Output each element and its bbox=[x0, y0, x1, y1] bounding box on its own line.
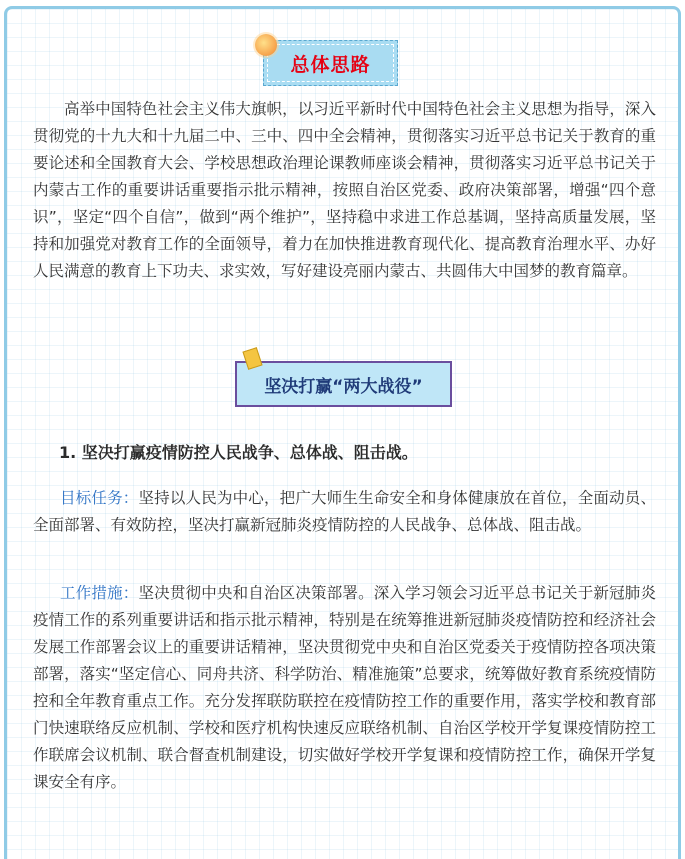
goal-text: 坚持以人民为中心，把广大师生生命安全和身体健康放在首位，全面动员、全面部署、有效防控，坚决打赢新冠肺炎疫情防控的人民战争、总体战、阻击战。 bbox=[33, 489, 656, 534]
measures-label: 工作措施： bbox=[60, 584, 139, 602]
section-heading-label: 总体思路 bbox=[290, 53, 371, 76]
measures-paragraph bbox=[33, 580, 656, 796]
overall-approach-paragraph: 高举中国特色社会主义伟大旗帜，以习近平新时代中国特色社会主义思想为指导，深入贯彻党的十九大和十九届二中、三中、四中全会精神，贯彻落实习近平总书记关于教育的重要论述和全国教育大会、学校思想政治理论课教师座谈会精神，贯彻落实习近平总书记关于内蒙古工作的重要讲话重要指示批示精神，按照自治区党委、政府决策部署，增强“四个意识”，坚定“四个自信”，做到“两个维护”，坚持稳中求进工作总基调，坚持高质量发展，坚持和加强党对教育工作的全面领导，着力在加快推进教育现代化、提高教育治理水平、办好人民满意的教育上下功夫、求实效，写好建设亮丽内蒙古、共圆伟大中国梦的教育篇章。 bbox=[33, 100, 656, 280]
section-heading-overall-approach bbox=[263, 40, 398, 86]
section-heading-label: 坚决打赢“两大战役” bbox=[264, 376, 423, 397]
measures-text: 坚决贯彻中央和自治区决策部署。深入学习领会习近平总书记关于新冠肺炎疫情工作的系列重要讲话和指示批示精神，特别是在统筹推进新冠肺炎疫情防控和经济社会发展工作部署会议上的重要讲话精神，坚决贯彻党中央和自治区党委关于疫情防控各项决策部署，落实“坚定信心、同舟共济、科学防治、精准施策”总要求，统筹做好教育系统疫情防控和全年教育重点工作。充分发挥联防联控在疫情防控工作的重要作用，落实学校和教育部门快速联络反应机制、学校和医疗机构快速反应联络机制、自治区学校开学复课疫情防控工作联席会议机制、联合督查机制建设，切实做好学校开学复课和疫情防控工作，确保开学复课安全有序。 bbox=[33, 584, 656, 791]
section-heading-two-battles bbox=[235, 361, 452, 407]
goal-paragraph bbox=[33, 485, 656, 539]
item-title: 1. 坚决打赢疫情防控人民战争、总体战、阻击战。 bbox=[59, 443, 418, 462]
goal-label: 目标任务： bbox=[60, 489, 139, 507]
